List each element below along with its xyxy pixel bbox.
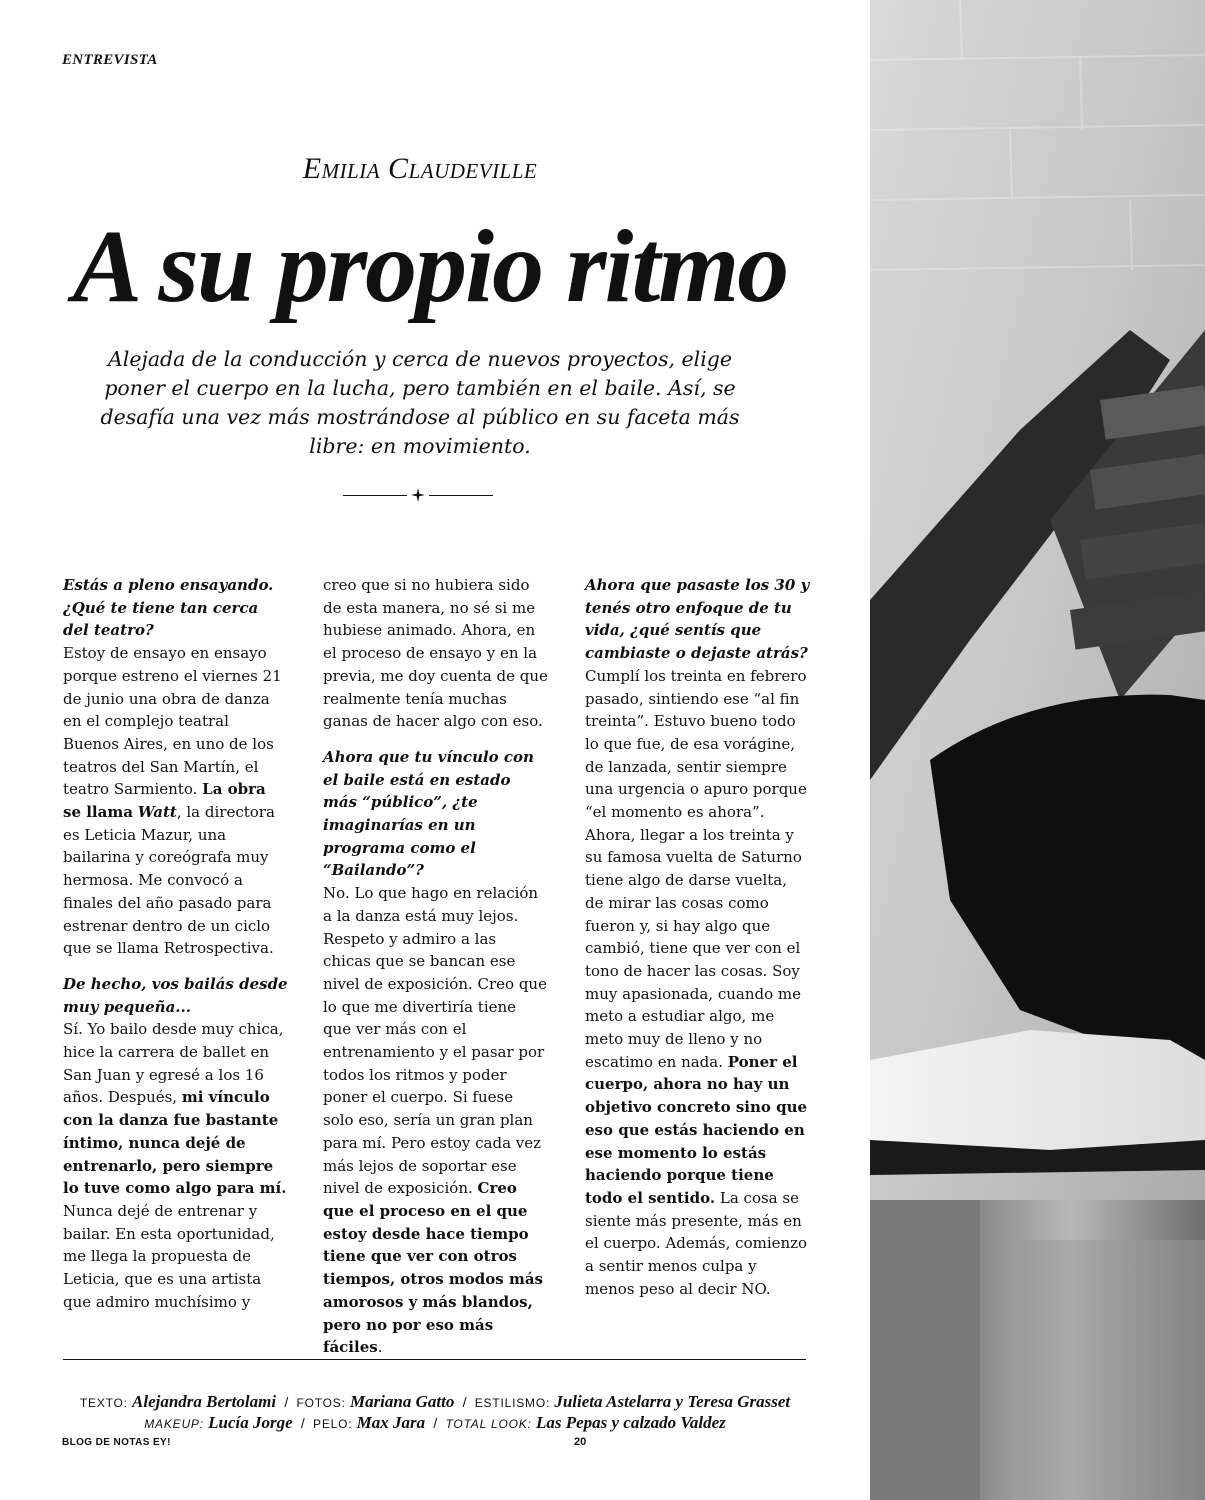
credit-separator: / [284, 1394, 289, 1410]
star-ornament-icon [410, 487, 426, 503]
answer-3-end: . [377, 1338, 383, 1357]
answer-1-text: Estoy de ensayo en ensayo porque estreno el viernes 21 de junio una obra de danza en el complejo teatral Buenos Aires, en uno de los teatros del San Martín, el teatro Sarmiento. [63, 644, 282, 799]
answer-4-text-2: La cosa se siente más presente, más en el cuerpo. Además, comienzo a sentir menos culpa y menos peso al decir NO. [585, 1188, 808, 1298]
answer-3-text: No. Lo que hago en relación a la danza está muy lejos. Respeto y admiro a las chicas que se bancan ese nivel de exposición. Creo que lo que me divertiría tiene que ver más con el entrenamiento y el pasar por todos los ritmos y poder poner el cuerpo. Si fuese solo eso, sería un gran plan para mí. Pero estoy cada vez más lejos de soportar ese nivel de exposición. [323, 884, 547, 1198]
answer-2-text-2: Nunca dejé de entrenar y bailar. En esta oportunidad, me llega la propuesta de Leticia, que es una artista que admiro muchísimo y [63, 1201, 275, 1311]
article-title: A su propio ritmo [72, 209, 788, 324]
credit-label-pelo: PELO: [313, 1417, 353, 1431]
credit-separator: / [300, 1415, 305, 1431]
credit-makeup: Lucía Jorge [208, 1413, 293, 1432]
credit-label-makeup: MAKEUP: [144, 1417, 204, 1431]
play-title: Watt [137, 803, 177, 822]
credit-fotos: Mariana Gatto [349, 1392, 455, 1411]
publication-name: BLOG DE NOTAS EY! [62, 1437, 171, 1448]
answer-2-bold: mi vínculo con la danza fue bastante íntimo, nunca dejé de entrenarlo, pero siempre lo tuve como algo para mí. [63, 1088, 287, 1198]
portrait-photo [870, 0, 1205, 1500]
credit-label-total-look: TOTAL LOOK: [445, 1417, 532, 1431]
ornament-divider [343, 487, 493, 503]
question-4: Ahora que pasaste los 30 y tenés otro enfoque de tu vida, ¿qué sentís que cambiaste o dejaste atrás? [585, 576, 810, 663]
credit-estilismo: Julieta Astelarra y Teresa Grasset [554, 1392, 791, 1411]
answer-1-bold: La obra se llama [63, 780, 266, 822]
credit-pelo: Max Jara [356, 1413, 426, 1432]
article-column-2 [323, 574, 548, 1359]
credits-line-1 [40, 1392, 830, 1412]
credit-label-fotos: FOTOS: [296, 1396, 346, 1410]
answer-3-bold: Creo que el proceso en el que estoy desde hace tiempo tiene que ver con otros tiempos, otros modos más amorosos y más blandos, pero no por eso más fáciles [323, 1179, 544, 1357]
credits-divider [63, 1359, 806, 1360]
article-kicker: Emilia Claudeville [302, 152, 538, 185]
credit-total-look: Las Pepas y calzado Valdez [535, 1413, 726, 1432]
credit-separator: / [433, 1415, 438, 1431]
credit-separator: / [462, 1394, 467, 1410]
question-2: De hecho, vos bailás desde muy pequeña... [63, 974, 288, 1016]
question-3: Ahora que tu vínculo con el baile está en estado más “público”, ¿te imaginarías en un programa como el “Bailando”? [323, 747, 534, 880]
credit-label-texto: TEXTO: [79, 1396, 128, 1410]
article-column-3 [585, 574, 810, 1301]
answer-1-text-2: , la directora es Leticia Mazur, una bailarina y coreógrafa muy hermosa. Me convocó a finales del año pasado para estrenar dentro de un ciclo que se llama Retrospectiva. [63, 803, 275, 958]
section-label: ENTREVISTA [62, 52, 158, 68]
question-1: Estás a pleno ensayando. ¿Qué te tiene tan cerca del teatro? [63, 576, 274, 640]
answer-2-text: Sí. Yo bailo desde muy chica, hice la carrera de ballet en San Juan y egresé a los 16 años. Después, [63, 1020, 284, 1107]
page-number: 20 [574, 1436, 587, 1448]
credit-texto: Alejandra Bertolami [132, 1392, 277, 1411]
answer-4-text: Cumplí los treinta en febrero pasado, sintiendo ese “al fin treinta”. Estuvo bueno todo lo que fue, de esa vorágine, de lanzada, sentir siempre una urgencia o apuro porque “el momento es ahora”. Ahora, llegar a los treinta y su famosa vuelta de Saturno tiene algo de darse vuelta, de mirar las cosas como fueron y, si hay algo que cambió, tiene que ver con el tono de hacer las cosas. Soy muy apasionada, cuando me meto a estudiar algo, me meto muy de lleno y no escatimo en nada. [585, 666, 807, 1071]
photo-illustration [870, 0, 1205, 1500]
credit-label-estilismo: ESTILISMO: [474, 1396, 551, 1410]
article-lede: Alejada de la conducción y cerca de nuevos proyectos, elige poner el cuerpo en la lucha, pero también en el baile. Así, se desafía una vez más mostrándose al público en su faceta más libre: en movimiento. [100, 347, 740, 458]
answer-2-continued: creo que si no hubiera sido de esta manera, no sé si me hubiese animado. Ahora, en el proceso de ensayo y en la previa, me doy cuenta de que realmente tenía muchas ganas de hacer algo con eso. [323, 576, 548, 731]
article-column-1 [63, 574, 288, 1314]
credits-line-2 [40, 1413, 830, 1433]
answer-4-bold: Poner el cuerpo, ahora no hay un objetivo concreto sino que eso que estás haciendo en ese momento lo estás haciendo porque tiene todo el sentido. [585, 1052, 808, 1207]
